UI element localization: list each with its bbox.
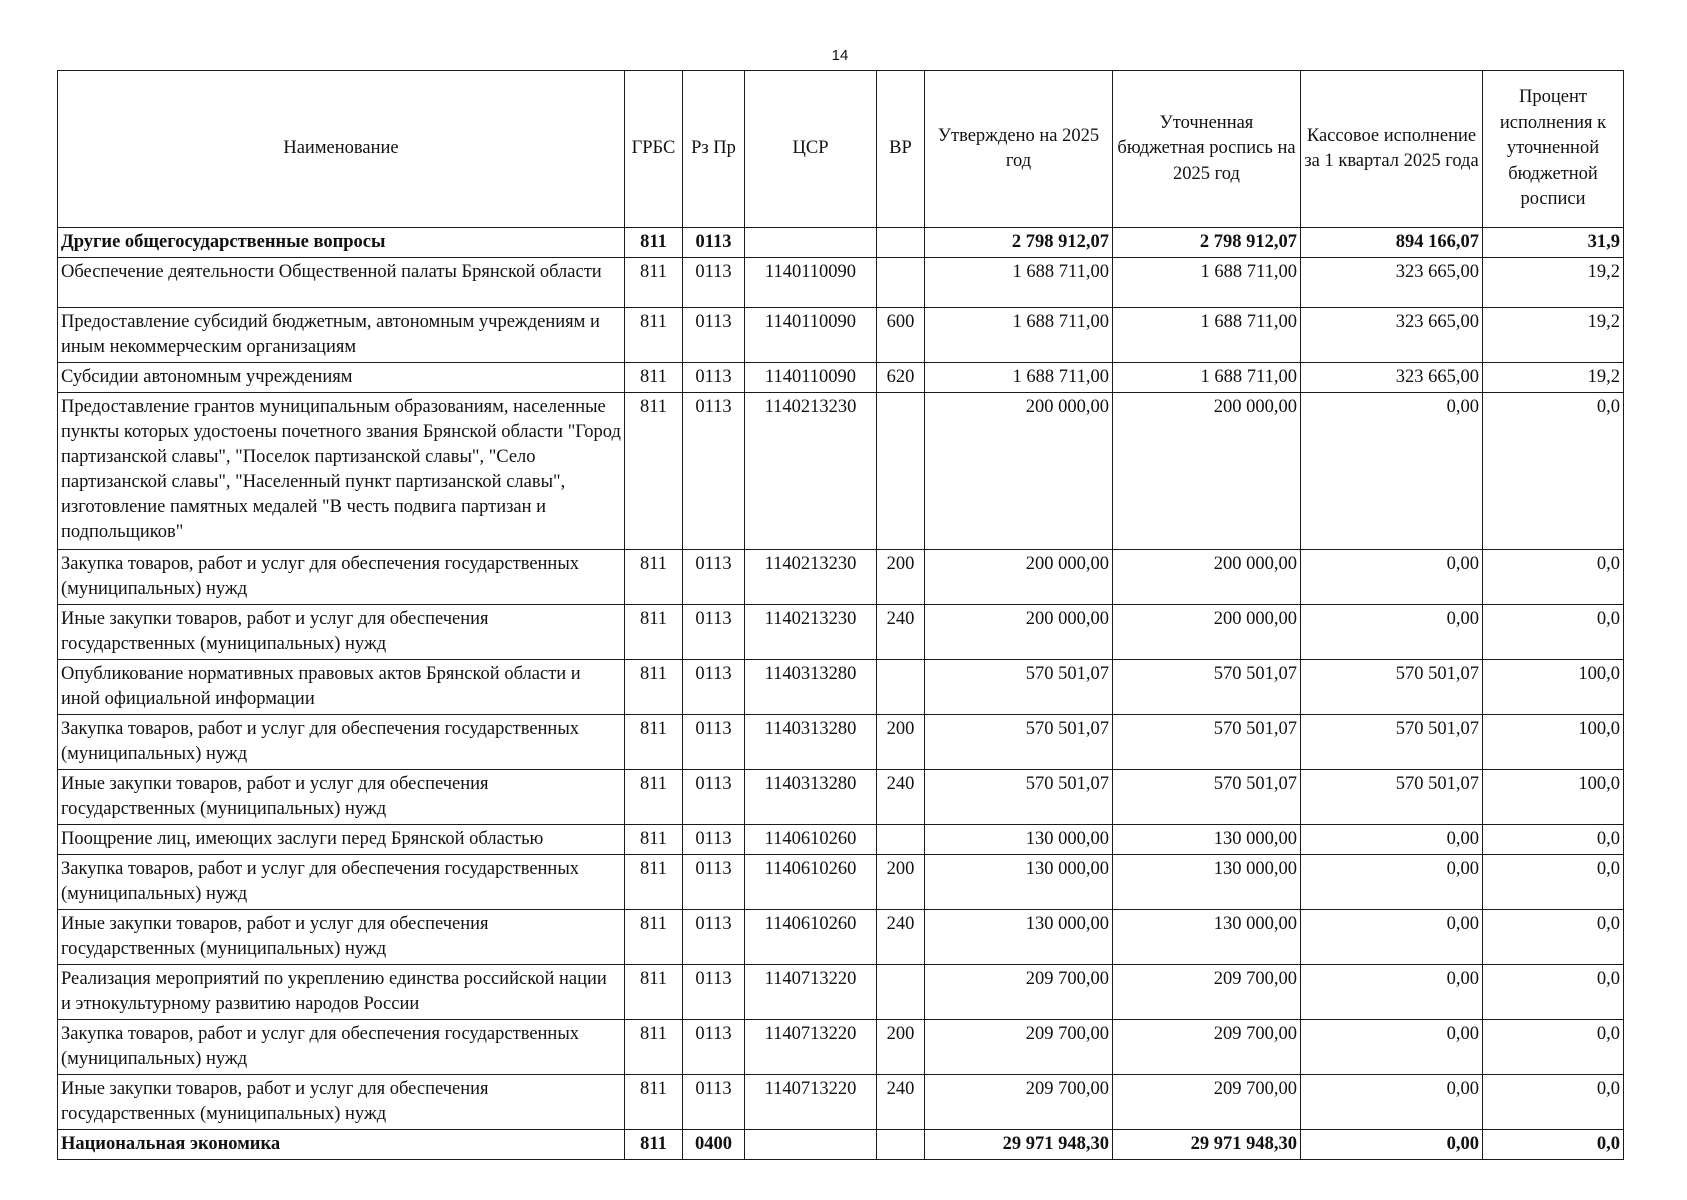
cell-approved: 130 000,00 xyxy=(925,855,1113,910)
cell-name: Иные закупки товаров, работ и услуг для обеспечения государственных (муниципальных) нужд xyxy=(58,770,625,825)
table-row xyxy=(58,393,1624,550)
cell-cash: 323 665,00 xyxy=(1301,258,1483,308)
cell-cash: 0,00 xyxy=(1301,393,1483,550)
cell-approved: 209 700,00 xyxy=(925,1020,1113,1075)
cell-vr: 200 xyxy=(877,1020,925,1075)
cell-cash: 323 665,00 xyxy=(1301,308,1483,363)
cell-refined: 1 688 711,00 xyxy=(1113,363,1301,393)
cell-approved: 1 688 711,00 xyxy=(925,308,1113,363)
cell-percent: 19,2 xyxy=(1483,258,1624,308)
cell-rzpr: 0113 xyxy=(683,910,745,965)
cell-approved: 209 700,00 xyxy=(925,1075,1113,1130)
page-number: 14 xyxy=(831,47,849,64)
cell-refined: 2 798 912,07 xyxy=(1113,228,1301,258)
cell-csr xyxy=(745,1130,877,1160)
header-approved: Утверждено на 2025 год xyxy=(925,71,1113,228)
cell-percent: 0,0 xyxy=(1483,965,1624,1020)
cell-cash: 323 665,00 xyxy=(1301,363,1483,393)
header-cash: Кассовое исполнение за 1 квартал 2025 года xyxy=(1301,71,1483,228)
cell-rzpr: 0113 xyxy=(683,258,745,308)
cell-refined: 200 000,00 xyxy=(1113,393,1301,550)
table-row xyxy=(58,363,1624,393)
cell-cash: 570 501,07 xyxy=(1301,660,1483,715)
cell-csr: 1140110090 xyxy=(745,258,877,308)
cell-percent: 0,0 xyxy=(1483,1130,1624,1160)
cell-percent: 0,0 xyxy=(1483,1075,1624,1130)
cell-vr: 200 xyxy=(877,715,925,770)
header-csr: ЦСР xyxy=(745,71,877,228)
cell-percent: 0,0 xyxy=(1483,855,1624,910)
cell-refined: 29 971 948,30 xyxy=(1113,1130,1301,1160)
cell-approved: 2 798 912,07 xyxy=(925,228,1113,258)
table-row xyxy=(58,660,1624,715)
cell-csr: 1140213230 xyxy=(745,605,877,660)
cell-grbs: 811 xyxy=(625,965,683,1020)
cell-approved: 130 000,00 xyxy=(925,910,1113,965)
cell-grbs: 811 xyxy=(625,660,683,715)
cell-approved: 200 000,00 xyxy=(925,550,1113,605)
cell-approved: 209 700,00 xyxy=(925,965,1113,1020)
cell-refined: 209 700,00 xyxy=(1113,1020,1301,1075)
cell-vr xyxy=(877,228,925,258)
cell-csr: 1140713220 xyxy=(745,1075,877,1130)
table-row xyxy=(58,825,1624,855)
table-row xyxy=(58,910,1624,965)
cell-refined: 130 000,00 xyxy=(1113,825,1301,855)
cell-approved: 570 501,07 xyxy=(925,770,1113,825)
cell-rzpr: 0113 xyxy=(683,1020,745,1075)
cell-grbs: 811 xyxy=(625,825,683,855)
cell-grbs: 811 xyxy=(625,605,683,660)
cell-csr: 1140313280 xyxy=(745,715,877,770)
cell-csr: 1140110090 xyxy=(745,363,877,393)
cell-rzpr: 0113 xyxy=(683,550,745,605)
cell-grbs: 811 xyxy=(625,393,683,550)
cell-name: Обеспечение деятельности Общественной палаты Брянской области xyxy=(58,258,625,308)
cell-grbs: 811 xyxy=(625,910,683,965)
table-row xyxy=(58,1075,1624,1130)
table-row xyxy=(58,965,1624,1020)
cell-grbs: 811 xyxy=(625,715,683,770)
cell-refined: 570 501,07 xyxy=(1113,660,1301,715)
cell-percent: 100,0 xyxy=(1483,715,1624,770)
cell-grbs: 811 xyxy=(625,1020,683,1075)
cell-name: Опубликование нормативных правовых актов Брянской области и иной официальной информации xyxy=(58,660,625,715)
cell-name: Закупка товаров, работ и услуг для обеспечения государственных (муниципальных) нужд xyxy=(58,1020,625,1075)
cell-vr xyxy=(877,825,925,855)
cell-csr: 1140713220 xyxy=(745,1020,877,1075)
cell-name: Предоставление субсидий бюджетным, автономным учреждениям и иным некоммерческим организациям xyxy=(58,308,625,363)
cell-approved: 130 000,00 xyxy=(925,825,1113,855)
cell-cash: 0,00 xyxy=(1301,1075,1483,1130)
cell-refined: 570 501,07 xyxy=(1113,770,1301,825)
cell-cash: 894 166,07 xyxy=(1301,228,1483,258)
header-percent: Процент исполнения к уточненной бюджетной росписи xyxy=(1483,71,1624,228)
cell-grbs: 811 xyxy=(625,228,683,258)
cell-approved: 570 501,07 xyxy=(925,715,1113,770)
cell-refined: 200 000,00 xyxy=(1113,550,1301,605)
cell-vr xyxy=(877,1130,925,1160)
cell-csr: 1140313280 xyxy=(745,770,877,825)
cell-refined: 209 700,00 xyxy=(1113,965,1301,1020)
cell-cash: 0,00 xyxy=(1301,605,1483,660)
cell-percent: 0,0 xyxy=(1483,550,1624,605)
cell-cash: 0,00 xyxy=(1301,1020,1483,1075)
cell-rzpr: 0113 xyxy=(683,605,745,660)
header-refined: Уточненная бюджетная роспись на 2025 год xyxy=(1113,71,1301,228)
cell-cash: 0,00 xyxy=(1301,550,1483,605)
cell-grbs: 811 xyxy=(625,550,683,605)
cell-name: Иные закупки товаров, работ и услуг для обеспечения государственных (муниципальных) нужд xyxy=(58,605,625,660)
cell-name: Другие общегосударственные вопросы xyxy=(58,228,625,258)
budget-table xyxy=(57,70,1624,1160)
cell-vr xyxy=(877,393,925,550)
table-row xyxy=(58,550,1624,605)
cell-refined: 1 688 711,00 xyxy=(1113,308,1301,363)
table-body xyxy=(58,228,1624,1160)
cell-percent: 19,2 xyxy=(1483,308,1624,363)
cell-percent: 100,0 xyxy=(1483,770,1624,825)
cell-rzpr: 0113 xyxy=(683,715,745,770)
cell-grbs: 811 xyxy=(625,308,683,363)
cell-refined: 130 000,00 xyxy=(1113,910,1301,965)
cell-cash: 0,00 xyxy=(1301,965,1483,1020)
cell-name: Закупка товаров, работ и услуг для обеспечения государственных (муниципальных) нужд xyxy=(58,855,625,910)
cell-grbs: 811 xyxy=(625,363,683,393)
table-row xyxy=(58,715,1624,770)
cell-percent: 100,0 xyxy=(1483,660,1624,715)
cell-approved: 570 501,07 xyxy=(925,660,1113,715)
cell-percent: 0,0 xyxy=(1483,605,1624,660)
cell-csr: 1140713220 xyxy=(745,965,877,1020)
cell-percent: 0,0 xyxy=(1483,1020,1624,1075)
cell-rzpr: 0113 xyxy=(683,393,745,550)
cell-cash: 570 501,07 xyxy=(1301,715,1483,770)
cell-rzpr: 0113 xyxy=(683,770,745,825)
table-row xyxy=(58,258,1624,308)
header-grbs: ГРБС xyxy=(625,71,683,228)
cell-percent: 31,9 xyxy=(1483,228,1624,258)
table-row xyxy=(58,605,1624,660)
cell-grbs: 811 xyxy=(625,258,683,308)
cell-refined: 209 700,00 xyxy=(1113,1075,1301,1130)
cell-name: Субсидии автономным учреждениям xyxy=(58,363,625,393)
cell-approved: 200 000,00 xyxy=(925,393,1113,550)
cell-rzpr: 0113 xyxy=(683,855,745,910)
cell-csr: 1140313280 xyxy=(745,660,877,715)
cell-cash: 570 501,07 xyxy=(1301,770,1483,825)
cell-approved: 200 000,00 xyxy=(925,605,1113,660)
cell-cash: 0,00 xyxy=(1301,1130,1483,1160)
cell-grbs: 811 xyxy=(625,1075,683,1130)
cell-vr: 240 xyxy=(877,770,925,825)
table-row xyxy=(58,1130,1624,1160)
header-vr: ВР xyxy=(877,71,925,228)
table-row xyxy=(58,770,1624,825)
table-row xyxy=(58,308,1624,363)
cell-approved: 29 971 948,30 xyxy=(925,1130,1113,1160)
cell-vr: 200 xyxy=(877,550,925,605)
cell-cash: 0,00 xyxy=(1301,855,1483,910)
cell-vr: 200 xyxy=(877,855,925,910)
cell-vr: 620 xyxy=(877,363,925,393)
cell-rzpr: 0113 xyxy=(683,825,745,855)
cell-grbs: 811 xyxy=(625,855,683,910)
table-row xyxy=(58,1020,1624,1075)
cell-refined: 570 501,07 xyxy=(1113,715,1301,770)
cell-name: Иные закупки товаров, работ и услуг для обеспечения государственных (муниципальных) нужд xyxy=(58,910,625,965)
table-row xyxy=(58,855,1624,910)
cell-cash: 0,00 xyxy=(1301,910,1483,965)
cell-rzpr: 0113 xyxy=(683,363,745,393)
cell-name: Национальная экономика xyxy=(58,1130,625,1160)
header-name: Наименование xyxy=(58,71,625,228)
cell-rzpr: 0400 xyxy=(683,1130,745,1160)
cell-cash: 0,00 xyxy=(1301,825,1483,855)
cell-grbs: 811 xyxy=(625,770,683,825)
cell-name: Закупка товаров, работ и услуг для обеспечения государственных (муниципальных) нужд xyxy=(58,550,625,605)
cell-percent: 0,0 xyxy=(1483,910,1624,965)
cell-name: Закупка товаров, работ и услуг для обеспечения государственных (муниципальных) нужд xyxy=(58,715,625,770)
cell-percent: 0,0 xyxy=(1483,825,1624,855)
cell-refined: 1 688 711,00 xyxy=(1113,258,1301,308)
cell-csr xyxy=(745,228,877,258)
header-rzpr: Рз Пр xyxy=(683,71,745,228)
cell-rzpr: 0113 xyxy=(683,965,745,1020)
cell-approved: 1 688 711,00 xyxy=(925,258,1113,308)
cell-name: Реализация мероприятий по укреплению единства российской нации и этнокультурному развитию народов России xyxy=(58,965,625,1020)
cell-csr: 1140610260 xyxy=(745,825,877,855)
cell-percent: 0,0 xyxy=(1483,393,1624,550)
cell-name: Предоставление грантов муниципальным образованиям, населенные пункты которых удостоены почетного звания Брянской области "Город партизанской славы", "Поселок партизанской славы", "Село партизанской славы", "Населенный пункт партизанской славы", изготовление памятных медалей "В честь подвига партизан и подпольщиков" xyxy=(58,393,625,550)
cell-rzpr: 0113 xyxy=(683,660,745,715)
cell-refined: 130 000,00 xyxy=(1113,855,1301,910)
cell-vr: 240 xyxy=(877,1075,925,1130)
table-header-row xyxy=(58,71,1624,228)
table-row xyxy=(58,228,1624,258)
cell-grbs: 811 xyxy=(625,1130,683,1160)
cell-percent: 19,2 xyxy=(1483,363,1624,393)
cell-rzpr: 0113 xyxy=(683,228,745,258)
cell-csr: 1140213230 xyxy=(745,393,877,550)
cell-name: Иные закупки товаров, работ и услуг для обеспечения государственных (муниципальных) нужд xyxy=(58,1075,625,1130)
cell-csr: 1140110090 xyxy=(745,308,877,363)
cell-csr: 1140610260 xyxy=(745,910,877,965)
cell-vr: 240 xyxy=(877,605,925,660)
cell-vr xyxy=(877,660,925,715)
cell-vr: 240 xyxy=(877,910,925,965)
cell-csr: 1140213230 xyxy=(745,550,877,605)
cell-rzpr: 0113 xyxy=(683,1075,745,1130)
cell-rzpr: 0113 xyxy=(683,308,745,363)
cell-vr: 600 xyxy=(877,308,925,363)
cell-name: Поощрение лиц, имеющих заслуги перед Брянской областью xyxy=(58,825,625,855)
cell-csr: 1140610260 xyxy=(745,855,877,910)
cell-vr xyxy=(877,258,925,308)
cell-vr xyxy=(877,965,925,1020)
cell-approved: 1 688 711,00 xyxy=(925,363,1113,393)
cell-refined: 200 000,00 xyxy=(1113,605,1301,660)
